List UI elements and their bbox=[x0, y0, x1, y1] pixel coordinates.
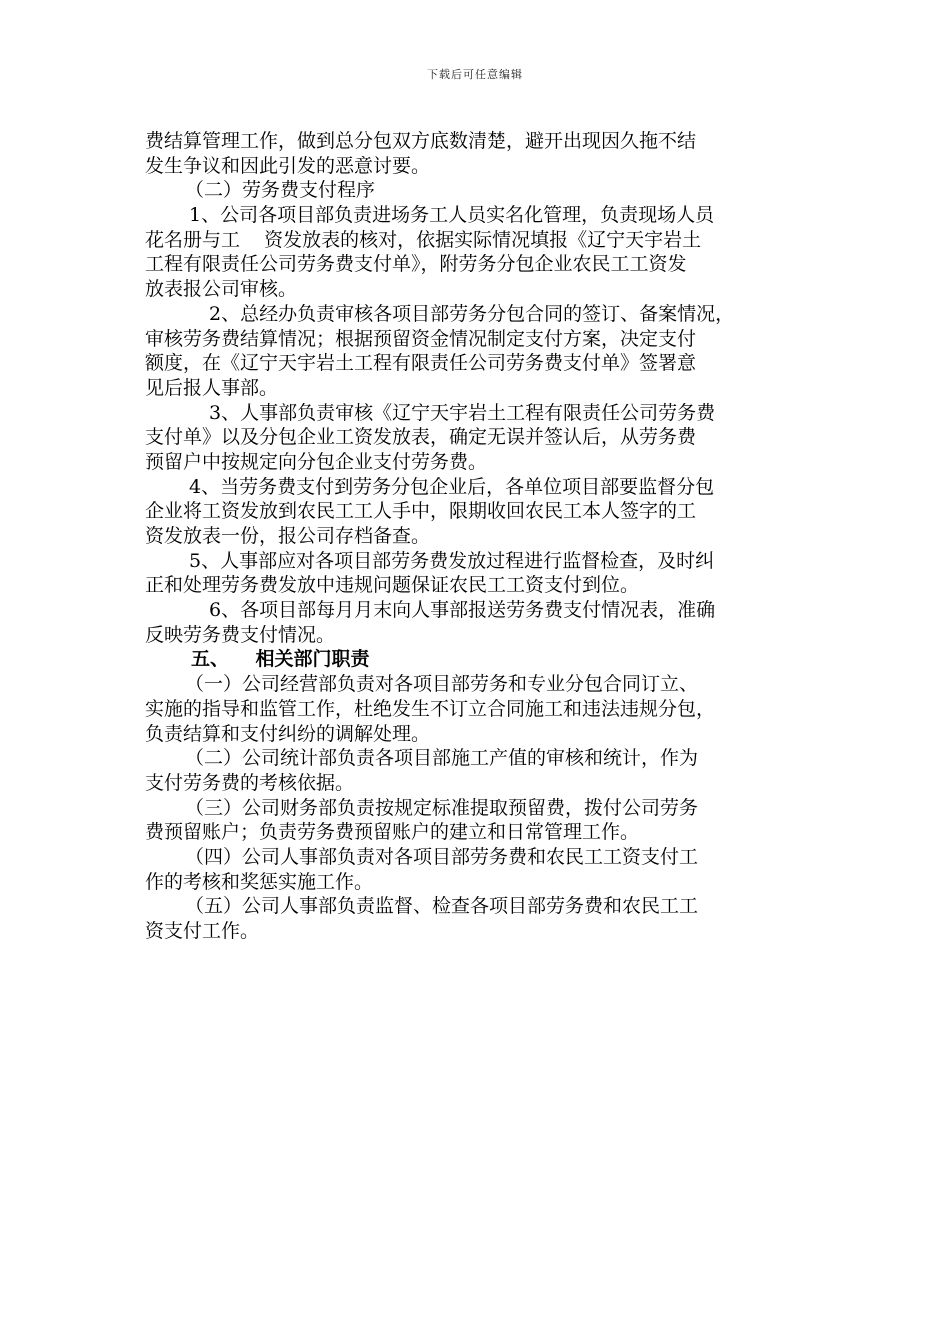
text-line: 5、人事部应对各项目部劳务费发放过程进行监督检查，及时纠 bbox=[189, 549, 715, 572]
text-line: 发生争议和因此引发的恶意讨要。 bbox=[145, 154, 431, 177]
text-line: 见后报人事部。 bbox=[145, 376, 279, 399]
text-line: 预留户中按规定向分包企业支付劳务费。 bbox=[145, 450, 488, 473]
text-line: 4、当劳务费支付到劳务分包企业后，各单位项目部要监督分包 bbox=[189, 475, 715, 498]
text-line: （二）公司统计部负责各项目部施工产值的审核和统计，作为 bbox=[185, 747, 699, 770]
document-body bbox=[145, 129, 825, 944]
section-heading: 五、 相关部门职责 bbox=[191, 648, 370, 671]
text-line: 6、各项目部每月月末向人事部报送劳务费支付情况表，准确 bbox=[209, 599, 716, 622]
text-line: 支付单》以及分包企业工资发放表，确定无误并签认后，从劳务费 bbox=[145, 426, 697, 449]
text-line: 2、总经办负责审核各项目部劳务分包合同的签订、备案情况， bbox=[209, 302, 735, 325]
text-line: （四）公司人事部负责对各项目部劳务费和农民工工资支付工 bbox=[185, 845, 699, 868]
text-line: 负责结算和支付纠纷的调解处理。 bbox=[145, 722, 431, 745]
text-line: 反映劳务费支付情况。 bbox=[145, 623, 336, 646]
text-line: （二）劳务费支付程序 bbox=[185, 179, 376, 202]
text-line: 1、公司各项目部负责进场务工人员实名化管理，负责现场人员 bbox=[189, 204, 715, 227]
text-line: 花名册与工 资发放表的核对，依据实际情况填报《辽宁天宇岩土 bbox=[145, 228, 702, 251]
text-line: 正和处理劳务费发放中违规问题保证农民工工资支付到位。 bbox=[145, 574, 640, 597]
text-line: 放表报公司审核。 bbox=[145, 278, 298, 301]
text-line: 资发放表一份，报公司存档备查。 bbox=[145, 525, 431, 547]
text-line: 企业将工资发放到农民工工人手中，限期收回农民工本人签字的工 bbox=[145, 500, 697, 523]
text-line: 工程有限责任公司劳务费支付单》，附劳务分包企业农民工工资发 bbox=[145, 253, 687, 276]
text-line: 3、人事部负责审核《辽宁天宇岩土工程有限责任公司劳务费 bbox=[209, 401, 716, 424]
page-header: 下载后可任意编辑 bbox=[427, 68, 523, 81]
text-line: 费结算管理工作，做到总分包双方底数清楚，避开出现因久拖不结 bbox=[145, 130, 697, 152]
text-line: 额度，在《辽宁天宇岩土工程有限责任公司劳务费支付单》签署意 bbox=[145, 352, 697, 375]
text-line: 实施的指导和监管工作，杜绝发生不订立合同施工和违法违规分包， bbox=[145, 697, 716, 720]
text-line: （一）公司经营部负责对各项目部劳务和专业分包合同订立、 bbox=[185, 673, 699, 696]
text-line: 审核劳务费结算情况；根据预留资金情况制定支付方案，决定支付 bbox=[145, 327, 697, 350]
text-line: 支付劳务费的考核依据。 bbox=[145, 771, 355, 794]
text-line: （五）公司人事部负责监督、检查各项目部劳务费和农民工工 bbox=[185, 895, 699, 918]
text-line: 费预留账户；负责劳务费预留账户的建立和日常管理工作。 bbox=[145, 821, 640, 844]
text-line: （三）公司财务部负责按规定标准提取预留费，拨付公司劳务 bbox=[185, 796, 699, 819]
text-line: 资支付工作。 bbox=[145, 920, 260, 942]
text-line: 作的考核和奖惩实施工作。 bbox=[145, 870, 374, 893]
